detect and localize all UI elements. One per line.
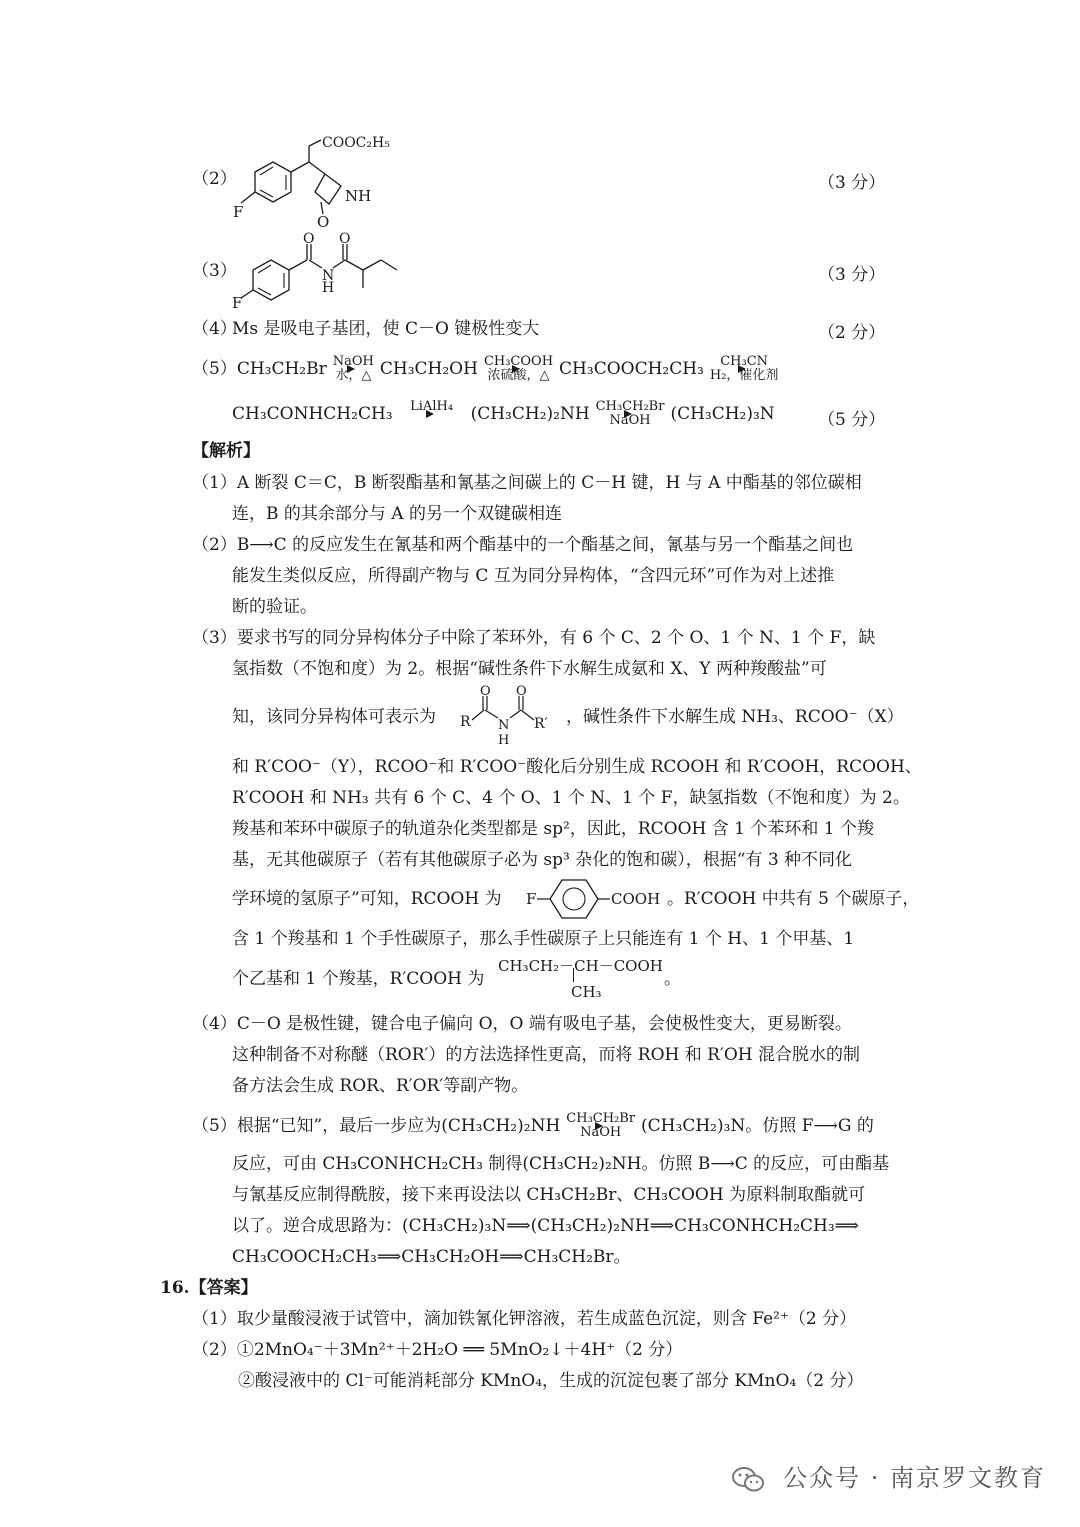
q5-s3: CH₃COOCH₂CH₃ — [559, 359, 704, 379]
q3-o2-label: O — [339, 231, 351, 247]
analysis-heading: 【解析】 — [192, 441, 260, 461]
q5-arrow5: CH₃CH₂Br NaOH — [595, 399, 665, 428]
rcooh-cooh-label: COOH — [611, 890, 661, 908]
amide-n-label: N — [498, 718, 510, 733]
analysis-p3-l10a: 个乙基和 1 个羧基，R′COOH 为 — [232, 969, 485, 989]
q5-arrow4: LiAlH₄ — [410, 399, 454, 414]
analysis-p5-l4: 以了。逆合成思路为：(CH₃CH₂)₃N⟹(CH₃CH₂)₂NH⟹CH₃CONHCH₂CH₃⟹ — [232, 1216, 860, 1236]
analysis-p4-l3: 备方法会生成 ROR、R′OR′等副产物。 — [232, 1076, 529, 1096]
q5-score: （5 分） — [818, 410, 886, 430]
rprime-bond — [573, 968, 574, 982]
q3-o1-label: O — [303, 231, 315, 247]
analysis-p3-l5: R′COOH 和 NH₃ 共有 6 个 C、4 个 O、1 个 N、1 个 F，缺氢指数（不饱和度）为 2。 — [232, 788, 910, 808]
analysis-p5-l1a: （5）根据“已知”，最后一步应为(CH₃CH₂)₂NH — [192, 1116, 561, 1136]
analysis-p2-l3: 断的验证。 — [232, 597, 317, 617]
q16-l1: （1）取少量酸浸液于试管中，滴加铁氰化钾溶液，若生成蓝色沉淀，则含 Fe²⁺（2 分） — [192, 1309, 857, 1329]
rcooh-structure — [524, 872, 674, 924]
amide-h-label: H — [498, 733, 510, 748]
q5-line2 — [232, 400, 775, 428]
analysis-p3-l2: 氢指数（不饱和度）为 2。根据“碱性条件下水解生成氨和 X、Y 两种羧酸盐”可 — [232, 659, 827, 679]
analysis-p5-l5: CH₃COOCH₂CH₃⟹CH₃CH₂OH⟹CH₃CH₂Br。 — [232, 1247, 631, 1267]
q2-ester-label: COOC₂H₅ — [322, 135, 390, 151]
q3-score: （3 分） — [818, 265, 886, 285]
amide-structure — [458, 684, 568, 750]
q5-s5: (CH₃CH₂)₂NH — [470, 404, 590, 424]
q2-f-label: F — [233, 203, 244, 221]
q3-structure — [225, 230, 415, 315]
q5-s6: (CH₃CH₂)₃N — [670, 404, 775, 424]
rcooh-f-label: F — [526, 890, 537, 908]
q5-arrow1: NaOH 水，△ — [332, 354, 374, 383]
q3-number: （3） — [192, 261, 237, 281]
q2-number: （2） — [192, 169, 237, 189]
analysis-p5-l3: 与氰基反应制得酰胺，接下来再设法以 CH₃CH₂Br、CH₃COOH 为原料制取酯就可 — [232, 1185, 866, 1205]
rprime-ch3: CH₃ — [571, 983, 602, 1001]
q5-arrow2: CH₃COOH 浓硫酸，△ — [483, 354, 554, 383]
analysis-p3-l8a: 学环境的氢原子”可知，RCOOH 为 — [232, 889, 502, 909]
q3-f-label: F — [232, 294, 243, 312]
analysis-p5-l1b: (CH₃CH₂)₃N。仿照 F⟶G 的 — [641, 1116, 874, 1136]
amide-r-label: R — [460, 714, 471, 730]
analysis-p4-l1: （4）C－O 是极性键，键合电子偏向 O，O 端有吸电子基，会使极性变大，更易断裂。 — [192, 1014, 852, 1034]
analysis-p2-l2: 能发生类似反应，所得副产物与 C 互为同分异构体，“含四元环”可作为对上述推 — [232, 566, 835, 586]
q5-number: （5） — [192, 359, 237, 379]
analysis-p5-arrow: CH₃CH₂Br NaOH — [566, 1111, 636, 1140]
analysis-p3-l10b: 。 — [664, 969, 681, 989]
analysis-p3-l4: 和 R′COO⁻（Y），RCOO⁻和 R′COO⁻酸化后分别生成 RCOOH 和 R′COOH，RCOOH、 — [232, 757, 922, 777]
analysis-p5-l1 — [192, 1112, 874, 1140]
q5-s2: CH₃CH₂OH — [379, 359, 478, 379]
analysis-p1-l1: （1）A 断裂 C＝C，B 断裂酯基和氰基之间碳上的 C－H 键，H 与 A 中酯基的邻位碳相 — [192, 473, 862, 493]
q2-o-label: O — [317, 213, 330, 231]
q4-score: （2 分） — [818, 323, 886, 343]
analysis-p3-l6: 羧基和苯环中碳原子的轨道杂化类型都是 sp²，因此，RCOOH 含 1 个苯环和 1 个羧 — [232, 819, 874, 839]
q2-score: （3 分） — [818, 173, 886, 193]
amide-o1-label: O — [480, 684, 491, 699]
q4-text: Ms 是吸电子基团，使 C－O 键极性变大 — [232, 319, 540, 339]
q2-nh-label: NH — [345, 187, 372, 205]
q16-l3: ②酸浸液中的 Cl⁻可能消耗部分 KMnO₄，生成的沉淀包裹了部分 KMnO₄（2 分） — [238, 1371, 864, 1391]
q5-arrow3: CH₃CN H₂，催化剂 — [709, 354, 779, 383]
analysis-p3-l1: （3）要求书写的同分异构体分子中除了苯环外，有 6 个 C、2 个 O、1 个 N、1 个 F，缺 — [192, 628, 876, 648]
q3-n-label: N — [322, 268, 335, 284]
amide-o2-label: O — [516, 684, 527, 699]
analysis-p4-l2: 这种制备不对称醚（ROR′）的方法选择性更高，而将 ROH 和 R′OH 混合脱水的制 — [232, 1045, 860, 1065]
q3-h-label: H — [322, 280, 335, 296]
wechat-icon — [731, 1465, 765, 1493]
analysis-p3-l3b: ，碱性条件下水解生成 NH₃、RCOO⁻（X） — [566, 707, 904, 727]
analysis-p3-l7: 基，无其他碳原子（若有其他碳原子必为 sp³ 杂化的饱和碳），根据“有 3 种不同化 — [232, 850, 853, 870]
watermark — [731, 1458, 1046, 1493]
q4-number: （4） — [192, 319, 237, 339]
watermark-text: 公众号 · 南京罗文教育 — [783, 1464, 1046, 1492]
q5-line1 — [192, 355, 784, 383]
analysis-p5-l2: 反应，可由 CH₃CONHCH₂CH₃ 制得(CH₃CH₂)₂NH。仿照 B⟶C 的反应，可由酯基 — [232, 1154, 890, 1174]
q16-heading: 16.【答案】 — [160, 1278, 258, 1298]
amide-r2-label: R′ — [534, 716, 548, 732]
q16-l2: （2）①2MnO₄⁻＋3Mn²⁺＋2H₂O ══ 5MnO₂↓＋4H⁺（2 分） — [192, 1340, 683, 1360]
analysis-p3-l9: 含 1 个羧基和 1 个手性碳原子，那么手性碳原子上只能连有 1 个 H、1 个甲基、1 — [232, 929, 855, 949]
analysis-p2-l1: （2）B⟶C 的反应发生在氰基和两个酯基中的一个酯基之间，氰基与另一个酯基之间也 — [192, 535, 854, 555]
q2-structure — [225, 130, 415, 230]
q5-s4: CH₃CONHCH₂CH₃ — [232, 404, 393, 424]
analysis-p3-l3a: 知，该同分异构体可表示为 — [232, 707, 436, 727]
rprime-main: CH₃CH₂－CH－COOH — [498, 957, 663, 975]
analysis-p1-l2: 连，B 的其余部分与 A 的另一个双键碳相连 — [232, 504, 562, 524]
analysis-p3-l8b: 。R′COOH 中共有 5 个碳原子， — [667, 889, 920, 909]
q5-s1: CH₃CH₂Br — [236, 359, 327, 379]
